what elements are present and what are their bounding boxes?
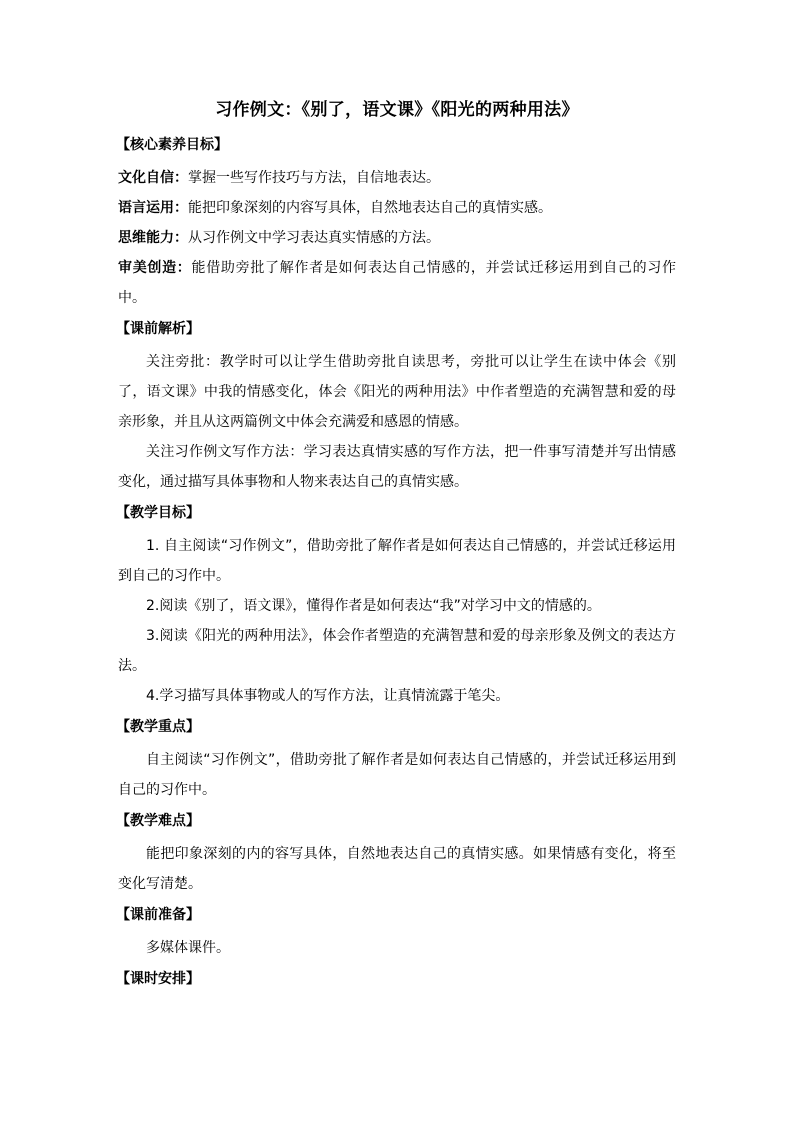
objective-item: 2.阅读《别了，语文课》，懂得作者是如何表达“我”对学习中文的情感的。 — [146, 598, 601, 614]
preparation-body — [118, 933, 676, 963]
heading-objectives: 【教学目标】 — [116, 505, 200, 521]
heading-analysis: 【课前解析】 — [116, 321, 200, 337]
core-goal-item — [118, 163, 676, 193]
core-goal-item — [118, 223, 676, 253]
core-goal-item — [118, 253, 676, 313]
analysis-body — [118, 347, 676, 497]
core-goal-label: 文化自信： — [118, 170, 188, 186]
core-goal-item — [118, 193, 676, 223]
heading-key-points: 【教学重点】 — [116, 719, 200, 735]
document-page — [118, 98, 676, 1001]
key-points-text: 自主阅读“习作例文”，借助旁批了解作者是如何表达自己情感的，并尝试迁移运用到自己的习作中。 — [118, 752, 676, 798]
heading-difficulties: 【教学难点】 — [116, 813, 200, 829]
core-goal-text: 能借助旁批了解作者是如何表达自己情感的，并尝试迁移运用到自己的习作中。 — [118, 260, 677, 306]
heading-core-goals: 【核心素养目标】 — [116, 137, 228, 153]
core-goal-label: 思维能力： — [118, 230, 188, 246]
document-title: 习作例文：《别了，语文课》《阳光的两种用法》 — [215, 100, 579, 120]
analysis-paragraph: 关注旁批：教学时可以让学生借助旁批自读思考，旁批可以让学生在读中体会《别了，语文课》中我的情感变化，体会《阳光的两种用法》中作者塑造的充满智慧和爱的母亲形象，并且从这两篇例文中体会充满爱和感恩的情感。 — [118, 354, 676, 430]
core-goals-list — [118, 163, 676, 313]
objectives-list — [118, 531, 676, 711]
core-goal-text: 从习作例文中学习表达真实情感的方法。 — [188, 230, 440, 246]
objective-item: 4.学习描写具体事物或人的写作方法，让真情流露于笔尖。 — [146, 688, 510, 704]
difficulties-body — [118, 839, 676, 899]
objective-item: 3.阅读《阳光的两种用法》，体会作者塑造的充满智慧和爱的母亲形象及例文的表达方法。 — [118, 628, 676, 674]
difficulties-text: 能把印象深刻的内的容写具体，自然地表达自己的真情实感。如果情感有变化，将至变化写清楚。 — [118, 846, 676, 892]
heading-preparation: 【课前准备】 — [116, 907, 200, 923]
core-goal-text: 掌握一些写作技巧与方法，自信地表达。 — [188, 170, 440, 186]
heading-schedule: 【课时安排】 — [116, 971, 200, 987]
key-points-body — [118, 745, 676, 805]
core-goal-label: 审美创造： — [118, 260, 192, 276]
preparation-text: 多媒体课件。 — [146, 940, 230, 956]
analysis-paragraph: 关注习作例文写作方法：学习表达真情实感的写作方法，把一件事写清楚并写出情感变化，通过描写具体事物和人物来表达自己的真情实感。 — [118, 444, 676, 490]
objective-item: 1. 自主阅读“习作例文”，借助旁批了解作者是如何表达自己情感的，并尝试迁移运用到自己的习作中。 — [118, 538, 676, 584]
core-goal-text: 能把印象深刻的内容写具体，自然地表达自己的真情实感。 — [188, 200, 552, 216]
core-goal-label: 语言运用： — [118, 200, 188, 216]
